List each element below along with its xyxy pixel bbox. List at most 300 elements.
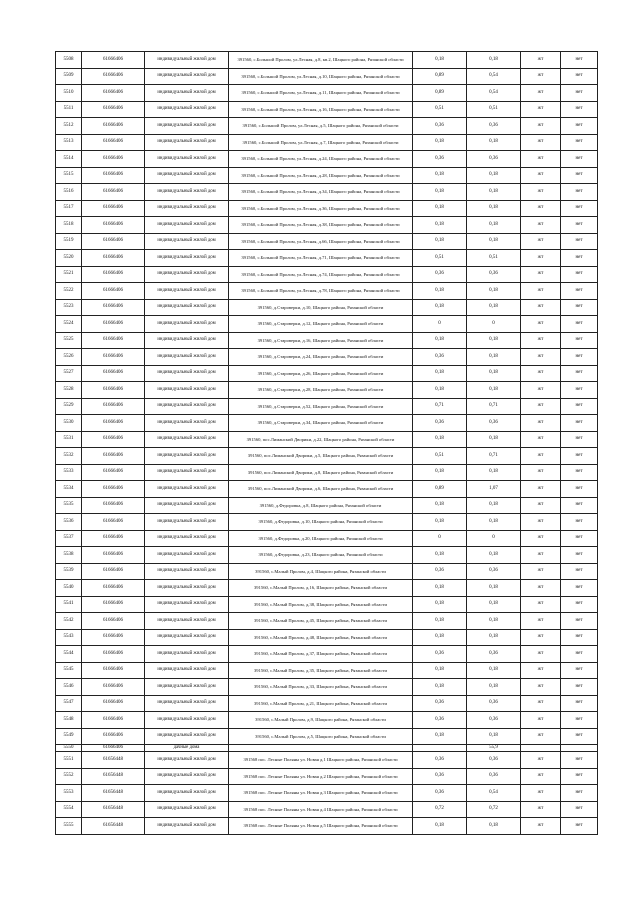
area-a-cell: 0,18 [413, 679, 467, 696]
area-b-cell: 0,54 [467, 68, 521, 85]
area-a-cell: 0,18 [413, 299, 467, 316]
address-cell: 391560, с.Малый Пролом, д.38, Шацкого района, Рязанской области [229, 596, 413, 613]
area-b-cell: 0,18 [467, 382, 521, 399]
flag-cell: нет [561, 167, 598, 184]
purpose-cell: жт [521, 85, 561, 102]
purpose-cell: жт [521, 530, 561, 547]
row-number-cell: 5534 [56, 481, 82, 498]
area-a-cell: 0,18 [413, 818, 467, 835]
area-a-cell: 0,36 [413, 266, 467, 283]
row-number-cell: 5543 [56, 629, 82, 646]
area-a-cell: 0,89 [413, 68, 467, 85]
area-b-cell: 0,18 [467, 332, 521, 349]
flag-cell: нет [561, 695, 598, 712]
flag-cell: нет [561, 646, 598, 663]
address-cell: 391560, с.Большой Пролом, ул.Лесная, д.24, Шацкого района, Рязанской области [229, 151, 413, 168]
table-row [56, 768, 598, 785]
purpose-cell: жт [521, 233, 561, 250]
table-row [56, 283, 598, 300]
area-b-cell: 0,18 [467, 233, 521, 250]
type-cell: индивидуальный жилой дом [145, 785, 229, 802]
table-row [56, 596, 598, 613]
area-b-cell: 0,18 [467, 679, 521, 696]
area-b-cell: 0,18 [467, 184, 521, 201]
area-b-cell: 0,18 [467, 662, 521, 679]
code-cell: 61666406 [82, 646, 145, 663]
area-a-cell: 0,18 [413, 283, 467, 300]
flag-cell: нет [561, 118, 598, 135]
code-cell: 61666406 [82, 332, 145, 349]
purpose-cell: жт [521, 398, 561, 415]
area-b-cell: 0,36 [467, 646, 521, 663]
table-row [56, 250, 598, 267]
type-cell: индивидуальный жилой дом [145, 365, 229, 382]
area-b-cell: 0,18 [467, 299, 521, 316]
purpose-cell: жт [521, 464, 561, 481]
flag-cell: нет [561, 398, 598, 415]
row-number-cell: 5542 [56, 613, 82, 630]
purpose-cell: жт [521, 801, 561, 818]
area-b-cell: 0,36 [467, 752, 521, 769]
type-cell: индивидуальный жилой дом [145, 134, 229, 151]
flag-cell: нет [561, 283, 598, 300]
flag-cell: нет [561, 349, 598, 366]
area-b-cell: 0,36 [467, 563, 521, 580]
area-a-cell [413, 745, 467, 752]
area-b-cell: 0,54 [467, 785, 521, 802]
row-number-cell: 5524 [56, 316, 82, 333]
table-row [56, 217, 598, 234]
row-number-cell: 5516 [56, 184, 82, 201]
area-b-cell: 1,07 [467, 481, 521, 498]
table-row [56, 745, 598, 752]
row-number-cell: 5509 [56, 68, 82, 85]
row-number-cell: 5522 [56, 283, 82, 300]
code-cell: 61666406 [82, 415, 145, 432]
area-b-cell: 0,36 [467, 415, 521, 432]
address-cell: 391560, д.Староверки, д.12, Шацкого района, Рязанской области [229, 316, 413, 333]
area-a-cell: 0,36 [413, 712, 467, 729]
area-b-cell: 0,72 [467, 801, 521, 818]
area-b-cell: 0 [467, 530, 521, 547]
address-cell: 391568 пос. Лесные Поляны ул. Новая д.5 Шацкого района, Рязанской области [229, 818, 413, 835]
table-row [56, 801, 598, 818]
type-cell: индивидуальный жилой дом [145, 151, 229, 168]
area-b-cell: 0,51 [467, 101, 521, 118]
type-cell: индивидуальный жилой дом [145, 118, 229, 135]
area-a-cell: 0,89 [413, 481, 467, 498]
flag-cell: нет [561, 266, 598, 283]
code-cell: 61666406 [82, 662, 145, 679]
row-number-cell: 5511 [56, 101, 82, 118]
flag-cell: нет [561, 68, 598, 85]
area-a-cell: 0,18 [413, 629, 467, 646]
type-cell: индивидуальный жилой дом [145, 712, 229, 729]
area-b-cell: 0,36 [467, 151, 521, 168]
code-cell: 61666406 [82, 283, 145, 300]
area-a-cell: 0,72 [413, 801, 467, 818]
purpose-cell: жт [521, 134, 561, 151]
code-cell: 61656448 [82, 752, 145, 769]
row-number-cell: 5545 [56, 662, 82, 679]
type-cell: индивидуальный жилой дом [145, 497, 229, 514]
row-number-cell: 5513 [56, 134, 82, 151]
area-a-cell: 0,18 [413, 200, 467, 217]
table-row [56, 464, 598, 481]
type-cell: индивидуальный жилой дом [145, 580, 229, 597]
table-row [56, 68, 598, 85]
purpose-cell: жт [521, 365, 561, 382]
flag-cell: нет [561, 431, 598, 448]
type-cell: индивидуальный жилой дом [145, 299, 229, 316]
flag-cell: нет [561, 101, 598, 118]
flag-cell [561, 745, 598, 752]
code-cell: 61666406 [82, 728, 145, 745]
flag-cell: нет [561, 134, 598, 151]
purpose-cell: жт [521, 563, 561, 580]
type-cell: индивидуальный жилой дом [145, 646, 229, 663]
code-cell: 61666406 [82, 613, 145, 630]
type-cell: индивидуальный жилой дом [145, 752, 229, 769]
area-b-cell: 0 [467, 316, 521, 333]
purpose-cell: жт [521, 818, 561, 835]
code-cell: 61666406 [82, 481, 145, 498]
code-cell: 61666406 [82, 233, 145, 250]
purpose-cell: жт [521, 580, 561, 597]
row-number-cell: 5541 [56, 596, 82, 613]
address-cell: 391568 пос. Лесные Поляны ул. Новая д.3 Шацкого района, Рязанской области [229, 785, 413, 802]
type-cell: индивидуальный жилой дом [145, 629, 229, 646]
purpose-cell: жт [521, 349, 561, 366]
area-b-cell: 0,18 [467, 365, 521, 382]
area-a-cell: 0,18 [413, 365, 467, 382]
area-a-cell: 0,18 [413, 332, 467, 349]
code-cell: 61666406 [82, 629, 145, 646]
table-row [56, 151, 598, 168]
area-a-cell: 0,36 [413, 415, 467, 432]
type-cell: индивидуальный жилой дом [145, 398, 229, 415]
flag-cell: нет [561, 768, 598, 785]
row-number-cell: 5521 [56, 266, 82, 283]
table-row [56, 752, 598, 769]
code-cell: 61666406 [82, 365, 145, 382]
code-cell: 61666406 [82, 745, 145, 752]
address-cell: 391560, с.Малый Пролом, д.5, Шацкого района, Рязанской области [229, 728, 413, 745]
purpose-cell: жт [521, 316, 561, 333]
row-number-cell: 5512 [56, 118, 82, 135]
address-cell: 391560, пос.Лиманский Дворики, д.22, Шацкого района, Рязанской области [229, 431, 413, 448]
type-cell: индивидуальный жилой дом [145, 431, 229, 448]
code-cell: 61666406 [82, 118, 145, 135]
table-row [56, 785, 598, 802]
area-b-cell: 0,36 [467, 712, 521, 729]
table-row [56, 167, 598, 184]
code-cell: 61656448 [82, 785, 145, 802]
area-a-cell: 0,18 [413, 662, 467, 679]
purpose-cell: жт [521, 629, 561, 646]
row-number-cell: 5530 [56, 415, 82, 432]
address-cell: 391560, д.Староверки, д.34, Шацкого района, Рязанской области [229, 415, 413, 432]
purpose-cell: жт [521, 728, 561, 745]
type-cell: индивидуальный жилой дом [145, 448, 229, 465]
address-cell: 391560, с.Большой Пролом, ул.Лесная, д.11, Шацкого района, Рязанской области [229, 85, 413, 102]
code-cell: 61666406 [82, 679, 145, 696]
area-b-cell: 0,71 [467, 448, 521, 465]
purpose-cell: жт [521, 151, 561, 168]
row-number-cell: 5529 [56, 398, 82, 415]
area-a-cell: 0,18 [413, 728, 467, 745]
code-cell: 61656448 [82, 768, 145, 785]
area-b-cell: 55,9 [467, 745, 521, 752]
address-cell: 391560, с.Малый Пролом, д.35, Шацкого района, Рязанской области [229, 662, 413, 679]
type-cell: индивидуальный жилой дом [145, 101, 229, 118]
type-cell: индивидуальный жилой дом [145, 184, 229, 201]
address-cell: 391568 пос. Лесные Поляны ул. Новая д.1 Шацкого района, Рязанской области [229, 752, 413, 769]
address-cell: 391560, д.Федоровка, д.8, Шацкого района, Рязанской области [229, 497, 413, 514]
row-number-cell: 5554 [56, 801, 82, 818]
type-cell: индивидуальный жилой дом [145, 818, 229, 835]
table-row [56, 712, 598, 729]
code-cell: 61666406 [82, 563, 145, 580]
area-a-cell: 0,18 [413, 382, 467, 399]
table-row [56, 818, 598, 835]
area-a-cell: 0,36 [413, 646, 467, 663]
area-a-cell: 0,36 [413, 752, 467, 769]
address-cell: 391560, пос.Лиманский Дворики, д.6, Шацкого района, Рязанской области [229, 481, 413, 498]
area-b-cell: 0,18 [467, 514, 521, 531]
table-row [56, 332, 598, 349]
table-row [56, 233, 598, 250]
flag-cell: нет [561, 464, 598, 481]
purpose-cell: жт [521, 68, 561, 85]
address-cell: 391560, с.Большой Пролом, ул.Лесная, д.8, кв.2, Шацкого района, Рязанской области [229, 52, 413, 69]
table-row [56, 398, 598, 415]
type-cell: индивидуальный жилой дом [145, 382, 229, 399]
area-a-cell: 0,36 [413, 151, 467, 168]
purpose-cell: жт [521, 679, 561, 696]
area-a-cell: 0,51 [413, 101, 467, 118]
address-cell: 391560, с.Малый Пролом, д.33, Шацкого района, Рязанской области [229, 679, 413, 696]
flag-cell: нет [561, 151, 598, 168]
address-cell: 391560, с.Большой Пролом, ул.Лесная, д.34, Шацкого района, Рязанской области [229, 184, 413, 201]
code-cell: 61666406 [82, 349, 145, 366]
row-number-cell: 5547 [56, 695, 82, 712]
table-row [56, 101, 598, 118]
purpose-cell: жт [521, 646, 561, 663]
type-cell: индивидуальный жилой дом [145, 349, 229, 366]
address-cell: 391560, с.Малый Пролом, д.16, Шацкого района, Рязанской области [229, 580, 413, 597]
code-cell: 61666406 [82, 68, 145, 85]
row-number-cell: 5527 [56, 365, 82, 382]
table-row [56, 497, 598, 514]
area-a-cell: 0,18 [413, 52, 467, 69]
address-cell: 391560, д.Староверки, д.16, Шацкого района, Рязанской области [229, 332, 413, 349]
row-number-cell: 5550 [56, 745, 82, 752]
address-cell: 391560, с.Малый Пролом, д.21, Шацкого района, Рязанской области [229, 695, 413, 712]
type-cell: индивидуальный жилой дом [145, 530, 229, 547]
area-a-cell: 0,18 [413, 497, 467, 514]
row-number-cell: 5552 [56, 768, 82, 785]
area-a-cell: 0,18 [413, 464, 467, 481]
area-b-cell: 0,18 [467, 596, 521, 613]
table-row [56, 184, 598, 201]
flag-cell: нет [561, 250, 598, 267]
table-row [56, 299, 598, 316]
table-row [56, 695, 598, 712]
area-a-cell: 0,18 [413, 580, 467, 597]
purpose-cell: жт [521, 217, 561, 234]
type-cell: индивидуальный жилой дом [145, 250, 229, 267]
row-number-cell: 5531 [56, 431, 82, 448]
address-cell: 391560, д.Староверки, д.52, Шацкого района, Рязанской области [229, 398, 413, 415]
address-cell: 391560, с.Малый Пролом, д.4, Шацкого района, Рязанской области [229, 563, 413, 580]
area-a-cell: 0 [413, 530, 467, 547]
address-cell: 391560, д.Федоровка, д.23, Шацкого района, Рязанской области [229, 547, 413, 564]
code-cell: 61666406 [82, 85, 145, 102]
table-row [56, 266, 598, 283]
area-b-cell: 0,18 [467, 728, 521, 745]
area-a-cell: 0,36 [413, 768, 467, 785]
purpose-cell: жт [521, 332, 561, 349]
purpose-cell: жт [521, 415, 561, 432]
address-cell: 391560, с.Малый Пролом, д.45, Шацкого района, Рязанской области [229, 613, 413, 630]
code-cell: 61666406 [82, 530, 145, 547]
area-a-cell: 0,51 [413, 448, 467, 465]
type-cell: индивидуальный жилой дом [145, 613, 229, 630]
table-row [56, 662, 598, 679]
area-b-cell: 0,18 [467, 134, 521, 151]
row-number-cell: 5528 [56, 382, 82, 399]
area-a-cell: 0,36 [413, 349, 467, 366]
purpose-cell: жт [521, 448, 561, 465]
area-a-cell: 0,18 [413, 547, 467, 564]
row-number-cell: 5537 [56, 530, 82, 547]
area-a-cell: 0,18 [413, 217, 467, 234]
table-row [56, 530, 598, 547]
area-a-cell: 0,18 [413, 514, 467, 531]
area-b-cell: 0,18 [467, 52, 521, 69]
table-row [56, 349, 598, 366]
table-row [56, 646, 598, 663]
area-b-cell: 0,18 [467, 200, 521, 217]
type-cell: индивидуальный жилой дом [145, 233, 229, 250]
purpose-cell: жт [521, 200, 561, 217]
area-b-cell: 0,18 [467, 431, 521, 448]
code-cell: 61666406 [82, 431, 145, 448]
row-number-cell: 5510 [56, 85, 82, 102]
purpose-cell: жт [521, 283, 561, 300]
code-cell: 61666406 [82, 299, 145, 316]
table-row [56, 85, 598, 102]
table-row [56, 200, 598, 217]
address-cell: 391560, д.Федоровка, д.20, Шацкого района, Рязанской области [229, 530, 413, 547]
flag-cell: нет [561, 332, 598, 349]
type-cell: индивидуальный жилой дом [145, 200, 229, 217]
code-cell: 61666406 [82, 497, 145, 514]
row-number-cell: 5519 [56, 233, 82, 250]
row-number-cell: 5555 [56, 818, 82, 835]
flag-cell: нет [561, 712, 598, 729]
table-row [56, 118, 598, 135]
row-number-cell: 5525 [56, 332, 82, 349]
area-a-cell: 0,18 [413, 233, 467, 250]
code-cell: 61666406 [82, 266, 145, 283]
area-b-cell: 0,71 [467, 398, 521, 415]
code-cell: 61656448 [82, 818, 145, 835]
address-cell: 391560, с.Большой Пролом, ул.Лесная, д.38, Шацкого района, Рязанской области [229, 217, 413, 234]
row-number-cell: 5520 [56, 250, 82, 267]
flag-cell: нет [561, 629, 598, 646]
type-cell: индивидуальный жилой дом [145, 415, 229, 432]
flag-cell: нет [561, 299, 598, 316]
flag-cell: нет [561, 818, 598, 835]
address-cell: 391560, с.Большой Пролом, ул.Лесная, д.28, Шацкого района, Рязанской области [229, 167, 413, 184]
address-cell: 391560, с.Большой Пролом, ул.Лесная, д.71, Шацкого района, Рязанской области [229, 250, 413, 267]
address-cell: 391560, пос.Лиманский Дворики, д.5, Шацкого района, Рязанской области [229, 448, 413, 465]
type-cell: индивидуальный жилой дом [145, 167, 229, 184]
purpose-cell: жт [521, 547, 561, 564]
flag-cell: нет [561, 184, 598, 201]
type-cell: индивидуальный жилой дом [145, 695, 229, 712]
type-cell: индивидуальный жилой дом [145, 563, 229, 580]
purpose-cell: жт [521, 785, 561, 802]
type-cell: индивидуальный жилой дом [145, 316, 229, 333]
flag-cell: нет [561, 217, 598, 234]
purpose-cell: жт [521, 118, 561, 135]
table-row [56, 679, 598, 696]
code-cell: 61666406 [82, 167, 145, 184]
purpose-cell: жт [521, 266, 561, 283]
code-cell: 61666406 [82, 151, 145, 168]
area-a-cell: 0,36 [413, 118, 467, 135]
purpose-cell: жт [521, 497, 561, 514]
code-cell: 61666406 [82, 448, 145, 465]
area-a-cell: 0,18 [413, 596, 467, 613]
area-b-cell: 0,18 [467, 629, 521, 646]
table-body [56, 52, 598, 835]
code-cell: 61666406 [82, 398, 145, 415]
type-cell: индивидуальный жилой дом [145, 728, 229, 745]
flag-cell: нет [561, 728, 598, 745]
table-row [56, 448, 598, 465]
table-row [56, 365, 598, 382]
address-cell: 391560, д.Староверки, д.10, Шацкого района, Рязанской области [229, 299, 413, 316]
area-a-cell: 0,51 [413, 250, 467, 267]
purpose-cell [521, 745, 561, 752]
code-cell: 61666406 [82, 134, 145, 151]
area-a-cell: 0,71 [413, 398, 467, 415]
purpose-cell: жт [521, 481, 561, 498]
table-row [56, 613, 598, 630]
purpose-cell: жт [521, 184, 561, 201]
address-cell: 391560, с.Большой Пролом, ул.Лесная, д.7, Шацкого района, Рязанской области [229, 134, 413, 151]
code-cell: 61666406 [82, 250, 145, 267]
area-a-cell: 0 [413, 316, 467, 333]
flag-cell: нет [561, 752, 598, 769]
type-cell: индивидуальный жилой дом [145, 768, 229, 785]
type-cell: индивидуальный жилой дом [145, 801, 229, 818]
flag-cell: нет [561, 613, 598, 630]
flag-cell: нет [561, 382, 598, 399]
table-row [56, 547, 598, 564]
flag-cell: нет [561, 530, 598, 547]
table-row [56, 382, 598, 399]
address-cell [229, 745, 413, 752]
type-cell: индивидуальный жилой дом [145, 68, 229, 85]
type-cell: индивидуальный жилой дом [145, 662, 229, 679]
code-cell: 61666406 [82, 101, 145, 118]
address-cell: 391560, с.Малый Пролом, д.9, Шацкого района, Рязанской области [229, 712, 413, 729]
